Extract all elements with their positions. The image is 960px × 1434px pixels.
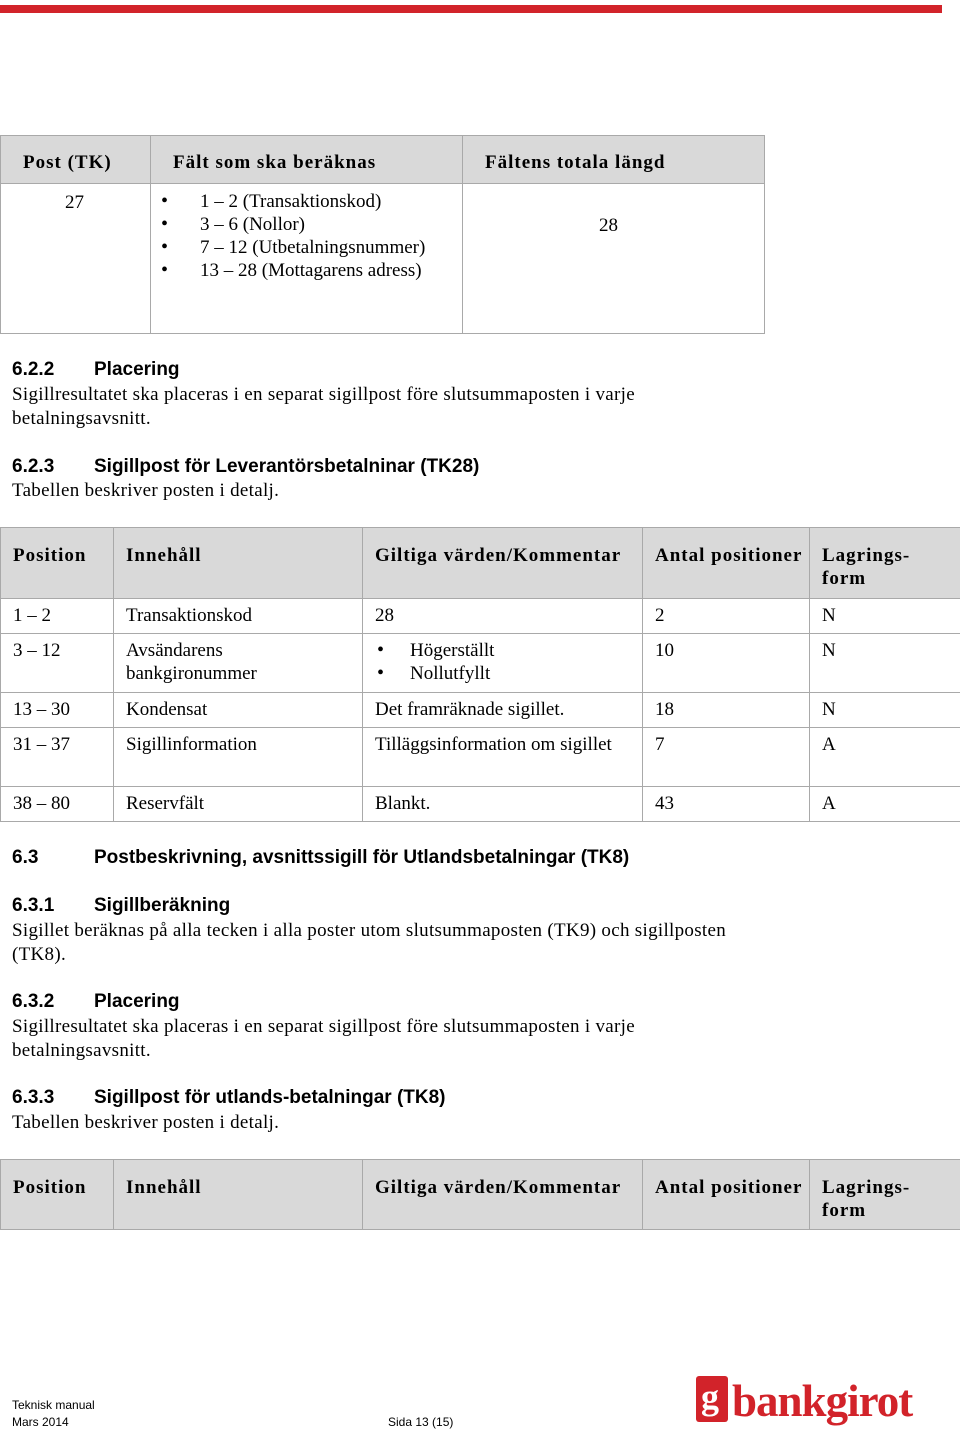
cell-count: 2 — [643, 599, 810, 634]
cell-format: A — [810, 728, 960, 787]
header-storage-format: Lagrings-form — [810, 1160, 960, 1230]
cell-format: N — [810, 693, 960, 728]
top-red-bar — [0, 5, 942, 13]
cell-content: Kondensat — [114, 693, 363, 728]
heading-6-2-3: 6.2.3 Sigillpost för Leverantörsbetalninar (TK28) — [12, 456, 480, 477]
bankgirot-logo — [696, 1376, 940, 1432]
header-valid-values: Giltiga värden/Kommentar — [363, 1160, 643, 1230]
record-layout-table-tk28 — [0, 527, 960, 822]
cell-count: 7 — [643, 728, 810, 787]
cell-content: Reservfält — [114, 787, 363, 822]
cell-position: 1 – 2 — [1, 599, 114, 634]
list-item: • 7 – 12 (Utbetalningsnummer) — [157, 236, 456, 259]
cell-position: 38 – 80 — [1, 787, 114, 822]
header-storage-format: Lagrings-form — [810, 528, 960, 599]
header-content: Innehåll — [114, 1160, 363, 1230]
paragraph-6-3-1: Sigillet beräknas på alla tecken i alla poster utom slutsummaposten (TK9) och sigillposten (TK8). — [12, 920, 727, 965]
table-row — [1, 787, 960, 822]
cell-position: 31 – 37 — [1, 728, 114, 787]
header-fields: Fält som ska beräknas — [151, 136, 463, 184]
paragraph-6-2-3: Tabellen beskriver posten i detalj. — [12, 480, 280, 501]
cell-format: A — [810, 787, 960, 822]
footer-date: Mars 2014 — [12, 1415, 69, 1429]
header-post: Post (TK) — [1, 136, 151, 184]
sigil-fields-table — [0, 135, 765, 334]
bankgirot-wordmark: bankgirot — [732, 1376, 913, 1426]
header-count: Antal positioner — [643, 528, 810, 599]
cell-content: Avsändarens bankgironummer — [114, 634, 363, 693]
cell-comment: Det framräknade sigillet. — [363, 693, 643, 728]
heading-6-2-2: 6.2.2 Placering — [12, 359, 180, 380]
heading-6-3-2: 6.3.2 Placering — [12, 991, 180, 1012]
list-item: • 3 – 6 (Nollor) — [157, 213, 456, 236]
cell-count: 10 — [643, 634, 810, 693]
cell-position: 13 – 30 — [1, 693, 114, 728]
header-position: Position — [1, 528, 114, 599]
cell-position: 3 – 12 — [1, 634, 114, 693]
list-item: • Nollutfyllt — [375, 662, 636, 685]
heading-6-3: 6.3 Postbeskrivning, avsnittssigill för Utlandsbetalningar (TK8) — [12, 847, 630, 868]
heading-6-3-1: 6.3.1 Sigillberäkning — [12, 895, 231, 916]
list-item: • Högerställt — [375, 639, 636, 662]
header-count: Antal positioner — [643, 1160, 810, 1230]
cell-length: 28 — [463, 184, 765, 334]
cell-comment: 28 — [363, 599, 643, 634]
record-layout-table-tk8 — [0, 1159, 960, 1230]
cell-comment: Tilläggsinformation om sigillet — [363, 728, 643, 787]
cell-content: Transaktionskod — [114, 599, 363, 634]
paragraph-6-3-3: Tabellen beskriver posten i detalj. — [12, 1112, 280, 1133]
header-total-length: Fältens totala längd — [463, 136, 765, 184]
list-item: • 13 – 28 (Mottagarens adress) — [157, 259, 456, 282]
cell-content: Sigillinformation — [114, 728, 363, 787]
cell-format: N — [810, 634, 960, 693]
cell-comment: Blankt. — [363, 787, 643, 822]
cell-post: 27 — [1, 184, 151, 334]
header-position: Position — [1, 1160, 114, 1230]
comment-list — [375, 639, 636, 685]
cell-count: 18 — [643, 693, 810, 728]
table-row — [1, 728, 960, 787]
footer-manual: Teknisk manual — [12, 1398, 95, 1412]
table-row — [1, 634, 960, 693]
table-row — [1, 693, 960, 728]
cell-format: N — [810, 599, 960, 634]
list-item: • 1 – 2 (Transaktionskod) — [157, 190, 456, 213]
table-row — [1, 599, 960, 634]
heading-6-3-3: 6.3.3 Sigillpost för utlands-betalningar (TK8) — [12, 1087, 446, 1108]
cell-fields — [151, 184, 463, 334]
header-valid-values: Giltiga värden/Kommentar — [363, 528, 643, 599]
table-row — [1, 184, 765, 334]
bankgirot-mark-icon: g — [696, 1376, 728, 1422]
table-header-row — [1, 528, 960, 599]
paragraph-6-3-2: Sigillresultatet ska placeras i en separat sigillpost före slutsummaposten i varje betalningsavsnitt. — [12, 1016, 635, 1061]
page-footer — [12, 1397, 454, 1431]
footer-page-number: Sida 13 (15) — [388, 1415, 454, 1429]
paragraph-6-2-2: Sigillresultatet ska placeras i en separat sigillpost före slutsummaposten i varje betalningsavsnitt. — [12, 384, 635, 429]
table-header-row — [1, 136, 765, 184]
cell-comment — [363, 634, 643, 693]
table-header-row — [1, 1160, 960, 1230]
cell-count: 43 — [643, 787, 810, 822]
header-content: Innehåll — [114, 528, 363, 599]
fields-list — [157, 190, 456, 282]
